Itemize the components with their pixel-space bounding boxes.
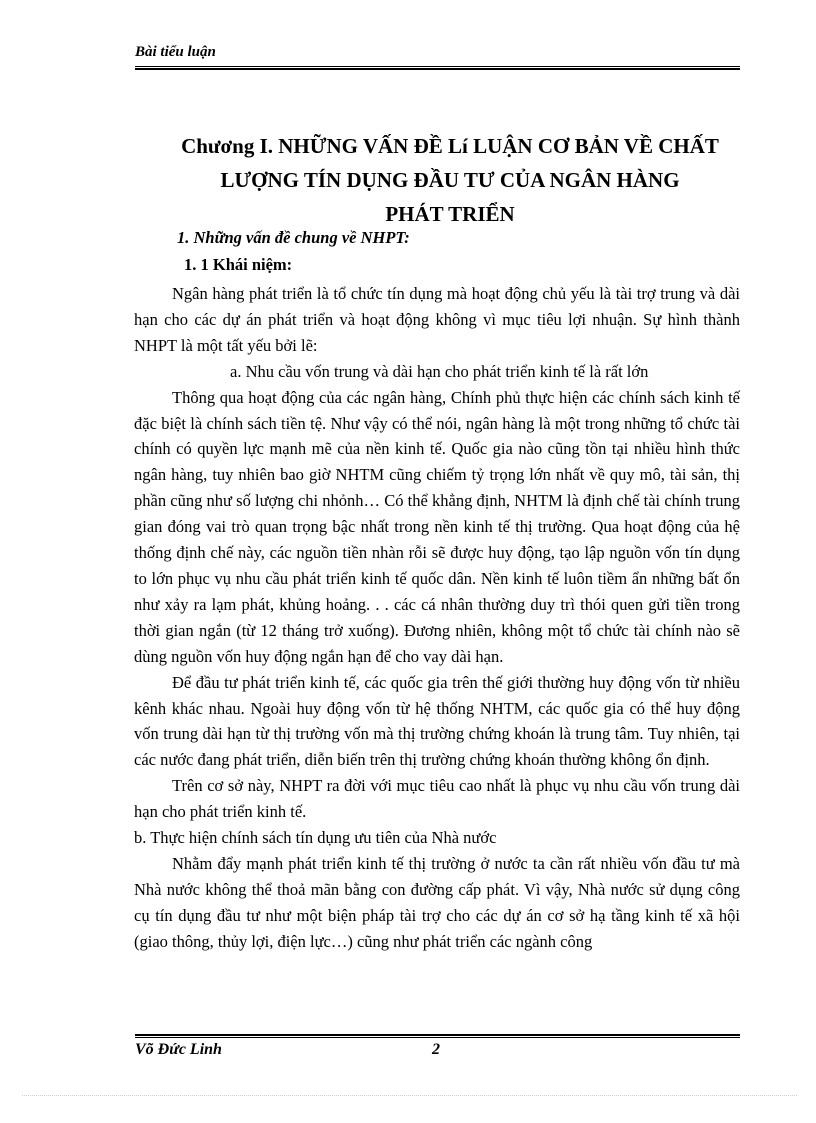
page-number: 2	[432, 1041, 440, 1058]
paragraph-state-policy: Nhằm đẩy mạnh phát triển kinh tế thị trường ở nước ta cần rất nhiều vốn đầu tư mà Nhà nước không thể thoả mãn bằng con đường cấp phát. Vì vậy, Nhà nước sử dụng công cụ tín dụng đầu tư như một biện pháp tài trợ cho các dự án cơ sở hạ tầng kinh tế xã hội (giao thông, thủy lợi, điện lực…) cũng như phát triển các ngành công	[134, 853, 740, 951]
chapter-title	[150, 129, 750, 231]
header-rule	[135, 66, 740, 70]
footer-author: Võ Đức Linh	[135, 1041, 222, 1058]
page-break-divider	[22, 1095, 797, 1096]
chapter-title-line-3: PHÁT TRIỂN	[385, 202, 515, 226]
footer-rule	[135, 1034, 740, 1038]
paragraph-definition: Ngân hàng phát triển là tổ chức tín dụng mà hoạt động chủ yếu là tài trợ trung và dài hạn cho các dự án phát triển và hoạt động không vì mục tiêu lợi nhuận. Sự hình thành NHPT là một tất yếu bởi lẽ:	[134, 284, 740, 355]
chapter-title-line-1: Chương I. NHỮNG VẤN ĐỀ Lí LUẬN CƠ BẢN VỀ CHẤT	[181, 134, 719, 158]
paragraph-capital-sources: Để đầu tư phát triển kinh tế, các quốc gia trên thế giới thường huy động vốn từ nhiều kênh khác nhau. Ngoài huy động vốn từ hệ thống NHTM, các quốc gia có thể huy động vốn trung dài hạn từ thị trường vốn mà thị trường chứng khoán là trung tâm. Tuy nhiên, tại các nước đang phát triển, diễn biến trên thị trường chứng khoán thường không ổn định.	[134, 672, 740, 770]
section-heading: 1. Những vấn đề chung về NHPT:	[177, 228, 410, 247]
list-item-b: b. Thực hiện chính sách tín dụng ưu tiên của Nhà nước	[134, 828, 497, 848]
paragraph-nhpt-purpose: Trên cơ sở này, NHPT ra đời với mục tiêu cao nhất là phục vụ nhu cầu vốn trung dài hạn cho phát triển kinh tế.	[134, 776, 740, 822]
body-text	[134, 281, 740, 955]
paragraph-banking-role: Thông qua hoạt động của các ngân hàng, Chính phủ thực hiện các chính sách kinh tế đặc biệt là chính sách tiền tệ. Như vậy có thể nói, ngân hàng là một trong những tổ chức tài chính có quyền lực mạnh mẽ của nền kinh tế. Quốc gia nào cũng tồn tại nhiều hình thức ngân hàng, tuy nhiên bao giờ NHTM cũng chiếm tỷ trọng lớn nhất về quy mô, tài sản, thị phần cũng như số lượng chi nhỏnh… Có thể khẳng định, NHTM là định chế tài chính trung gian đóng vai trò quan trọng bậc nhất trong nền kinh tế thị trường. Qua hoạt động của hệ thống định chế này, các nguồn tiền nhàn rỗi sẽ được huy động, tạo lập nguồn vốn tín dụng to lớn phục vụ nhu cầu phát triển kinh tế quốc dân. Nền kinh tế luôn tiềm ẩn những bất ổn như xảy ra lạm phát, khủng hoảng. . . các cá nhân thường duy trì thói quen gửi tiền trong thời gian ngắn (từ 12 tháng trở xuống). Đương nhiên, không một tổ chức tài chính nào sẽ dùng nguồn vốn huy động ngắn hạn để cho vay dài hạn.	[134, 387, 740, 666]
chapter-title-line-2: LƯỢNG TÍN DỤNG ĐẦU TƯ CỦA NGÂN HÀNG	[220, 168, 680, 192]
subsection-heading: 1. 1 Khái niệm:	[184, 255, 293, 274]
page-header-title: Bài tiểu luận	[135, 44, 216, 60]
list-item-a: a. Nhu cầu vốn trung và dài hạn cho phát triển kinh tế là rất lớn	[230, 361, 649, 381]
